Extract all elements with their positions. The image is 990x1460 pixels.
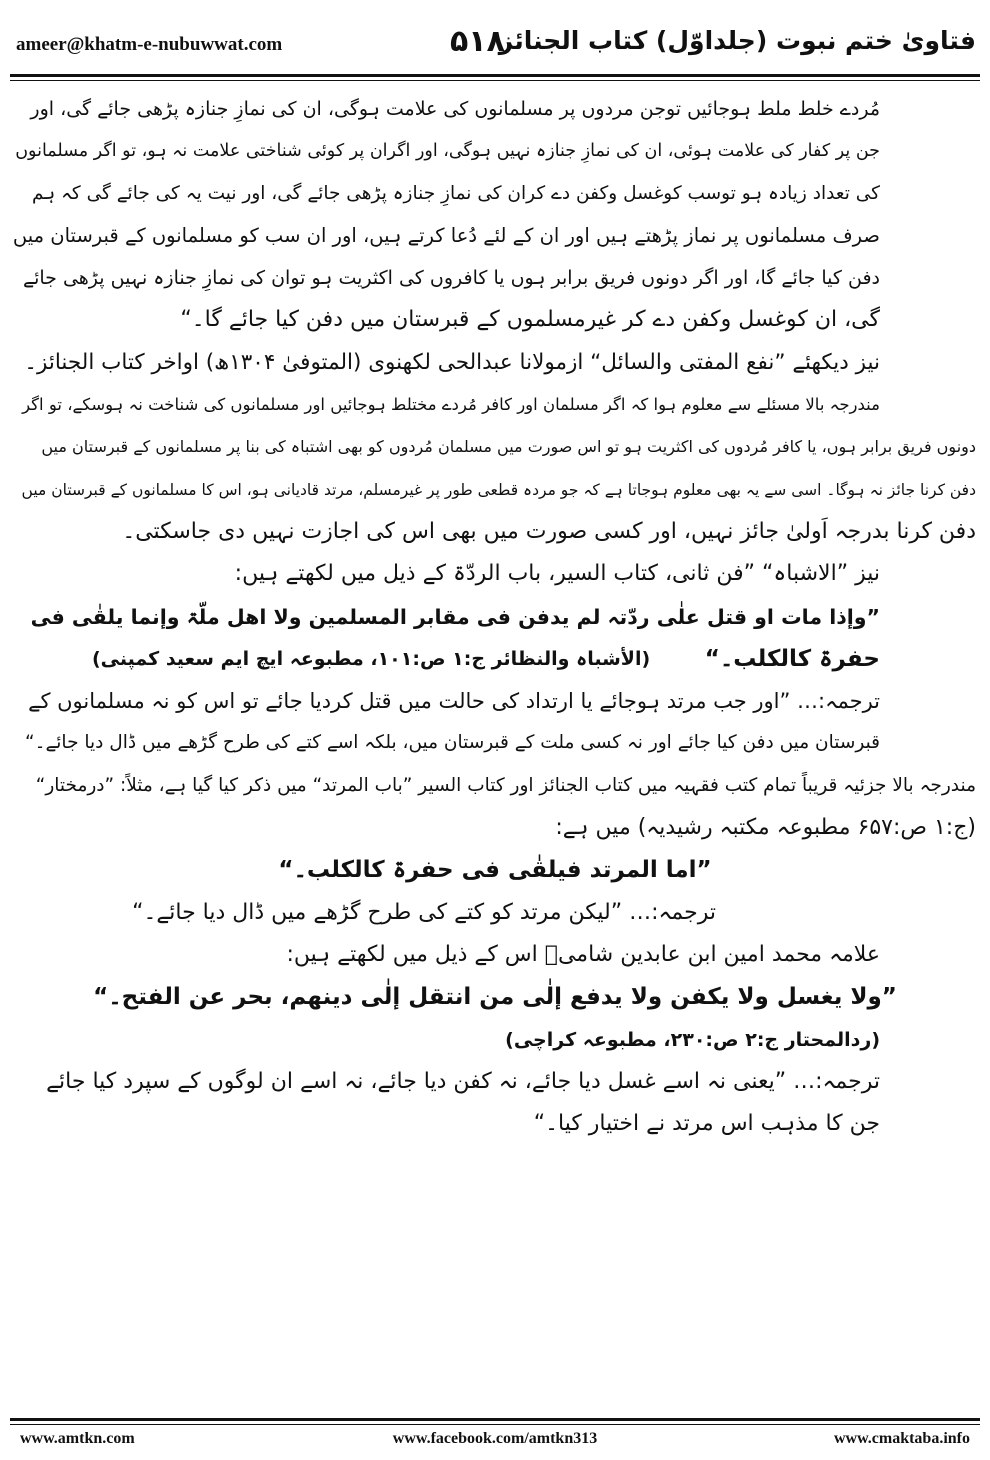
text-line: قبرستان میں دفن کیا جائے اور نہ کسی ملت کے قبرستان میں، بلکہ اسے کتے کی طرح گڑھے میں ڈال دیا جائے۔“ [25,732,880,754]
text-line: دفن کرنا بدرجہ اَولیٰ جائز نہیں، اور کسی صورت میں بھی اس کی اجازت نہیں دی جاسکتی۔ [122,518,976,544]
body-text [14,88,976,1145]
arabic-quote-end-line [14,638,976,680]
page-footer [10,1430,980,1452]
header-rule [10,74,980,77]
arabic-quote-line: ”ولا یغسل ولا یکفن ولا یدفع إلٰی من انتقل إلٰی دینھم، بحر عن الفتح۔“ [93,984,897,1011]
text-line: دونوں فریق برابر ہوں، یا کافر مُردوں کی اکثریت ہو تو اس صورت میں مسلمان مُردوں کو بھی اشتباہ کی بنا پر مسلمانوں کے قبرستان میں [41,437,976,457]
book-title: فتاویٰ ختم نبوت (جلداوّل) کتاب الجنائز [498,26,976,55]
text-line: نیز ”الاشباہ“ ”فن ثانی، کتاب السیر، باب الردّۃ کے ذیل میں لکھتے ہیں: [234,561,880,587]
text-line: نیز دیکھئے ”نفع المفتی والسائل“ ازمولانا عبدالحی لکھنوی (المتوفیٰ ۱۳۰۴ھ) اواخر کتاب الجنائز۔ [24,349,880,375]
page-header [10,22,980,74]
footer-link-amtkn[interactable]: www.amtkn.com [20,1430,135,1447]
text-line: دفن کرنا جائز نہ ہوگا۔ اسی سے یہ بھی معلوم ہوجاتا ہے کہ جو مردہ قطعی طور پر غیرمسلم، مرتد قادیانی ہو، اس کا مسلمانوں کے قبرستان میں [21,480,976,499]
footer-link-cmaktaba[interactable]: www.cmaktaba.info [833,1430,970,1447]
text-line: کی تعداد زیادہ ہو توسب کوغسل وکفن دے کران کی نمازِ جنازہ پڑھی جائے گی، اور نیت یہ کی جائے گی کہ ہم [32,182,880,204]
text-line: مندرجہ بالا جزئیہ قریباً تمام کتب فقہیہ میں کتاب الجنائز اور کتاب السیر ”باب المرتد“ میں ذکر کیا گیا ہے، مثلاً: ”درمختار“ [35,774,976,796]
citation: (ردالمحتار ج:۲ ص:۲۳۰، مطبوعہ کراچی) [505,1028,880,1051]
text-line: مُردے خلط ملط ہوجائیں توجن مردوں پر مسلمانوں کی علامت ہوگی، ان کی نمازِ جنازہ پڑھی جائے گی، اور [30,98,880,120]
text-line: ترجمہ:… ”اور جب مرتد ہوجائے یا ارتداد کی حالت میں قتل کردیا جائے تو اس کو نہ مسلمانوں کے [28,689,880,714]
text-line: دفن کیا جائے گا، اور اگر دونوں فریق برابر ہوں یا کافروں کی اکثریت ہو توان کی نمازِ جنازہ نہیں پڑھی جائے [22,267,880,290]
citation-line [14,1019,976,1061]
text-line: جن پر کفار کی علامت ہوئی، ان کی نمازِ جنازہ نہیں ہوگی، اور اگران پر کوئی شناختی علامت نہ ہو، تو اگر مسلمانوں [15,141,880,162]
citation: (الأشباہ والنظائر ج:۱ ص:۱۰۱، مطبوعہ ایچ ایم سعید کمپنی) [92,647,651,670]
text-line: گی، ان کوغسل وکفن دے کر غیرمسلموں کے قبرستان میں دفن کیا جائے گا۔“ [180,307,880,333]
page-number: ۵۱۸ [450,24,505,59]
header-rule-thin [10,80,980,81]
footer-link-facebook[interactable]: www.facebook.com/amtkn313 [392,1430,598,1447]
text-line: ترجمہ:… ”لیکن مرتد کو کتے کی طرح گڑھے میں ڈال دیا جائے۔“ [132,899,716,925]
header-email: ameer@khatm-e-nubuwwat.com [16,34,283,55]
text-line: علامہ محمد امین ابن عابدین شامیؒ اس کے ذیل میں لکھتے ہیں: [286,941,880,967]
text-line: ترجمہ:… ”یعنی نہ اسے غسل دیا جائے، نہ کفن دیا جائے، نہ اسے ان لوگوں کے سپرد کیا جائے [46,1068,880,1094]
text-line: مندرجہ بالا مسئلے سے معلوم ہوا کہ اگر مسلمان اور کافر مُردے مختلط ہوجائیں اور مسلمانوں کی شناخت نہ ہوسکے، تو اگر [22,395,880,415]
text-line: (ج:۱ ص:۶۵۷ مطبوعہ مکتبہ رشیدیہ) میں ہے: [555,815,976,841]
text-line: صرف مسلمانوں پر نماز پڑھتے ہیں اور ان کے لئے دُعا کرتے ہیں، اور ان سب کو مسلمانوں کے قبرستان میں [12,223,880,247]
footer-rule-thin [10,1424,980,1425]
arabic-quote-line: ”اما المرتد فیلقٰی فی حفرۃ کالکلب۔“ [278,857,712,884]
arabic-quote-end: حفرۃ کالکلب۔“ [704,645,880,672]
arabic-quote-line: ”وإذا مات او قتل علٰی ردّتہ لم یدفن فی مقابر المسلمین ولا اھل ملّۃ وإنما یلقٰی فی [30,604,880,629]
footer-rule [10,1418,980,1421]
text-line: جن کا مذہب اس مرتد نے اختیار کیا۔“ [533,1111,880,1137]
